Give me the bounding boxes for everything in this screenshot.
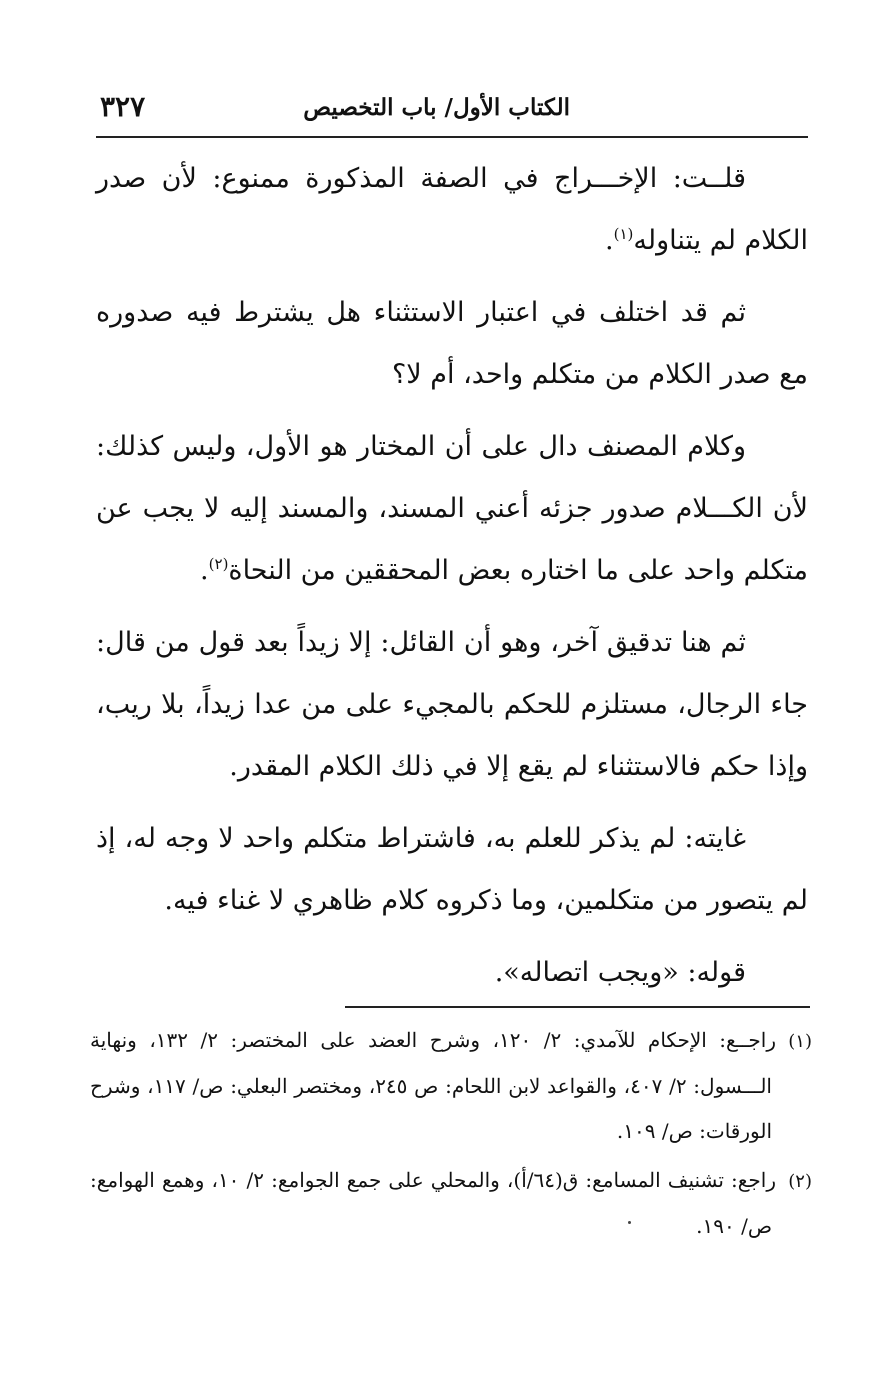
page-number: ٣٢٧ <box>100 90 146 123</box>
footnotes <box>90 1018 812 1253</box>
paragraph-4 <box>96 612 808 798</box>
header-rule <box>96 136 808 138</box>
paragraph-4-text: ثم هنا تدقيق آخر، وهو أن القائل: إلا زيداً بعد قول من قال: جاء الرجال، مستلزم للحكم بالمجيء على من عدا زيداً، بلا ريب، وإذا حكم فالاستثناء لم يقع إلا في ذلك الكلام المقدر. <box>96 627 808 782</box>
footnote-ref-1: (١) <box>613 225 634 243</box>
paragraph-3 <box>96 416 808 602</box>
paragraph-1-end: . <box>605 225 614 256</box>
ink-speck <box>628 1221 631 1224</box>
running-header <box>96 88 808 128</box>
footnote-1-text: راجــع: الإحكام للآمدي: ٢/ ١٢٠، وشرح العضد على المختصر: ٢/ ١٣٢، ونهاية الـــسول: ٢/ ٤٠٧، والقواعد لابن اللحام: ص ٢٤٥، ومختصر البعلي: ص/ ١١٧، وشرح الورقات: ص/ ١٠٩. <box>90 1028 776 1143</box>
paragraph-3-text: وكلام المصنف دال على أن المختار هو الأول، وليس كذلك: لأن الكـــلام صدور جزئه أعني المسند، والمسند إليه لا يجب عن متكلم واحد على ما اختاره بعض المحققين من النحاة <box>96 431 808 586</box>
footnote-2-text: راجع: تشنيف المسامع: ق(٦٤/أ)، والمحلي على جمع الجوامع: ٢/ ١٠، وهمع الهوامع: ص/ ١٩٠. <box>90 1168 776 1238</box>
paragraph-5 <box>96 808 808 932</box>
quote-line: قوله: «ويجب اتصاله». <box>494 957 746 988</box>
footnote-ref-2: (٢) <box>208 555 229 573</box>
footnote-separator <box>345 1006 810 1008</box>
paragraph-2-text: ثم قد اختلف في اعتبار الاستثناء هل يشترط فيه صدوره مع صدر الكلام من متكلم واحد، أم لا؟ <box>96 297 808 390</box>
running-header-title: الكتاب الأول/ باب التخصيص <box>303 94 570 121</box>
paragraph-5-text: غايته: لم يذكر للعلم به، فاشتراط متكلم واحد لا وجه له، إذ لم يتصور من متكلمين، وما ذكروه كلام ظاهري لا غناء فيه. <box>96 823 808 916</box>
footnote-2-number: (٢) <box>788 1171 812 1192</box>
main-text <box>96 148 808 1004</box>
footnote-1 <box>90 1018 812 1154</box>
paragraph-1 <box>96 148 808 272</box>
footnote-2 <box>90 1158 812 1249</box>
paragraph-2 <box>96 282 808 406</box>
footnote-1-number: (١) <box>788 1031 812 1052</box>
paragraph-1-text: قلــت: الإخـــراج في الصفة المذكورة ممنوع: لأن صدر الكلام لم يتناوله <box>96 163 808 256</box>
paragraph-3-end: . <box>200 555 209 586</box>
